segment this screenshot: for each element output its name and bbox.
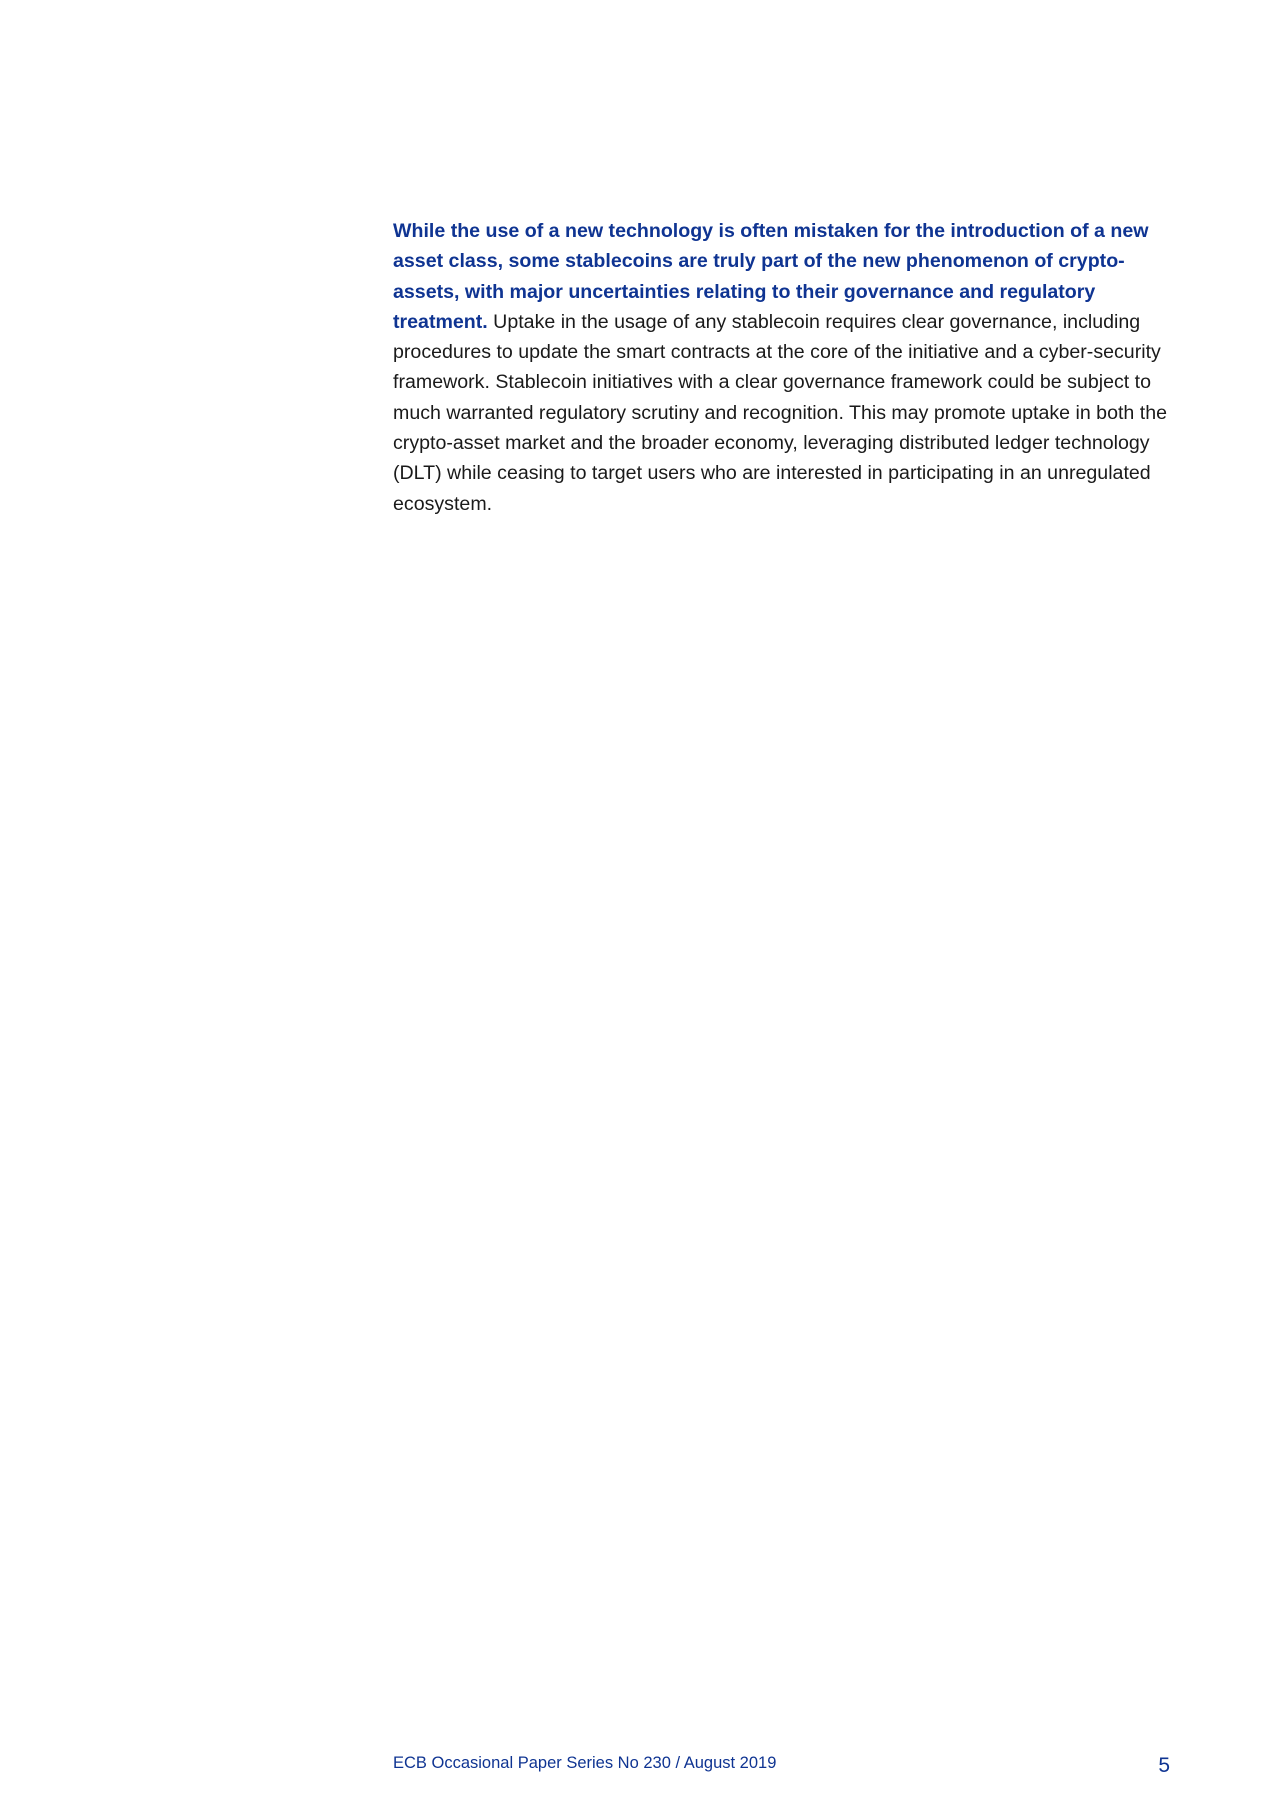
lead-sentence: While the use of a new technology is often mistaken for the introduction of a new asset class, some stablecoins are truly part of the new phenomenon of crypto-assets, with major uncertainties relating to their governance and regulatory treatment. bbox=[393, 220, 1149, 333]
footer-series-title: ECB Occasional Paper Series No 230 / August 2019 bbox=[393, 1754, 777, 1772]
paragraph-body: Uptake in the usage of any stablecoin requires clear governance, including procedures to update the smart contracts at the core of the initiative and a cyber-security framework. Stablecoin initiatives with a clear governance framework could be subject to much warranted regulatory scrutiny and recognition. This may promote uptake in both the crypto-asset market and the broader economy, leveraging distributed ledger technology (DLT) while ceasing to target users who are interested in participating in an unregulated ecosystem. bbox=[393, 310, 1168, 515]
page-number: 5 bbox=[1158, 1754, 1170, 1777]
body-paragraph bbox=[393, 216, 1173, 519]
